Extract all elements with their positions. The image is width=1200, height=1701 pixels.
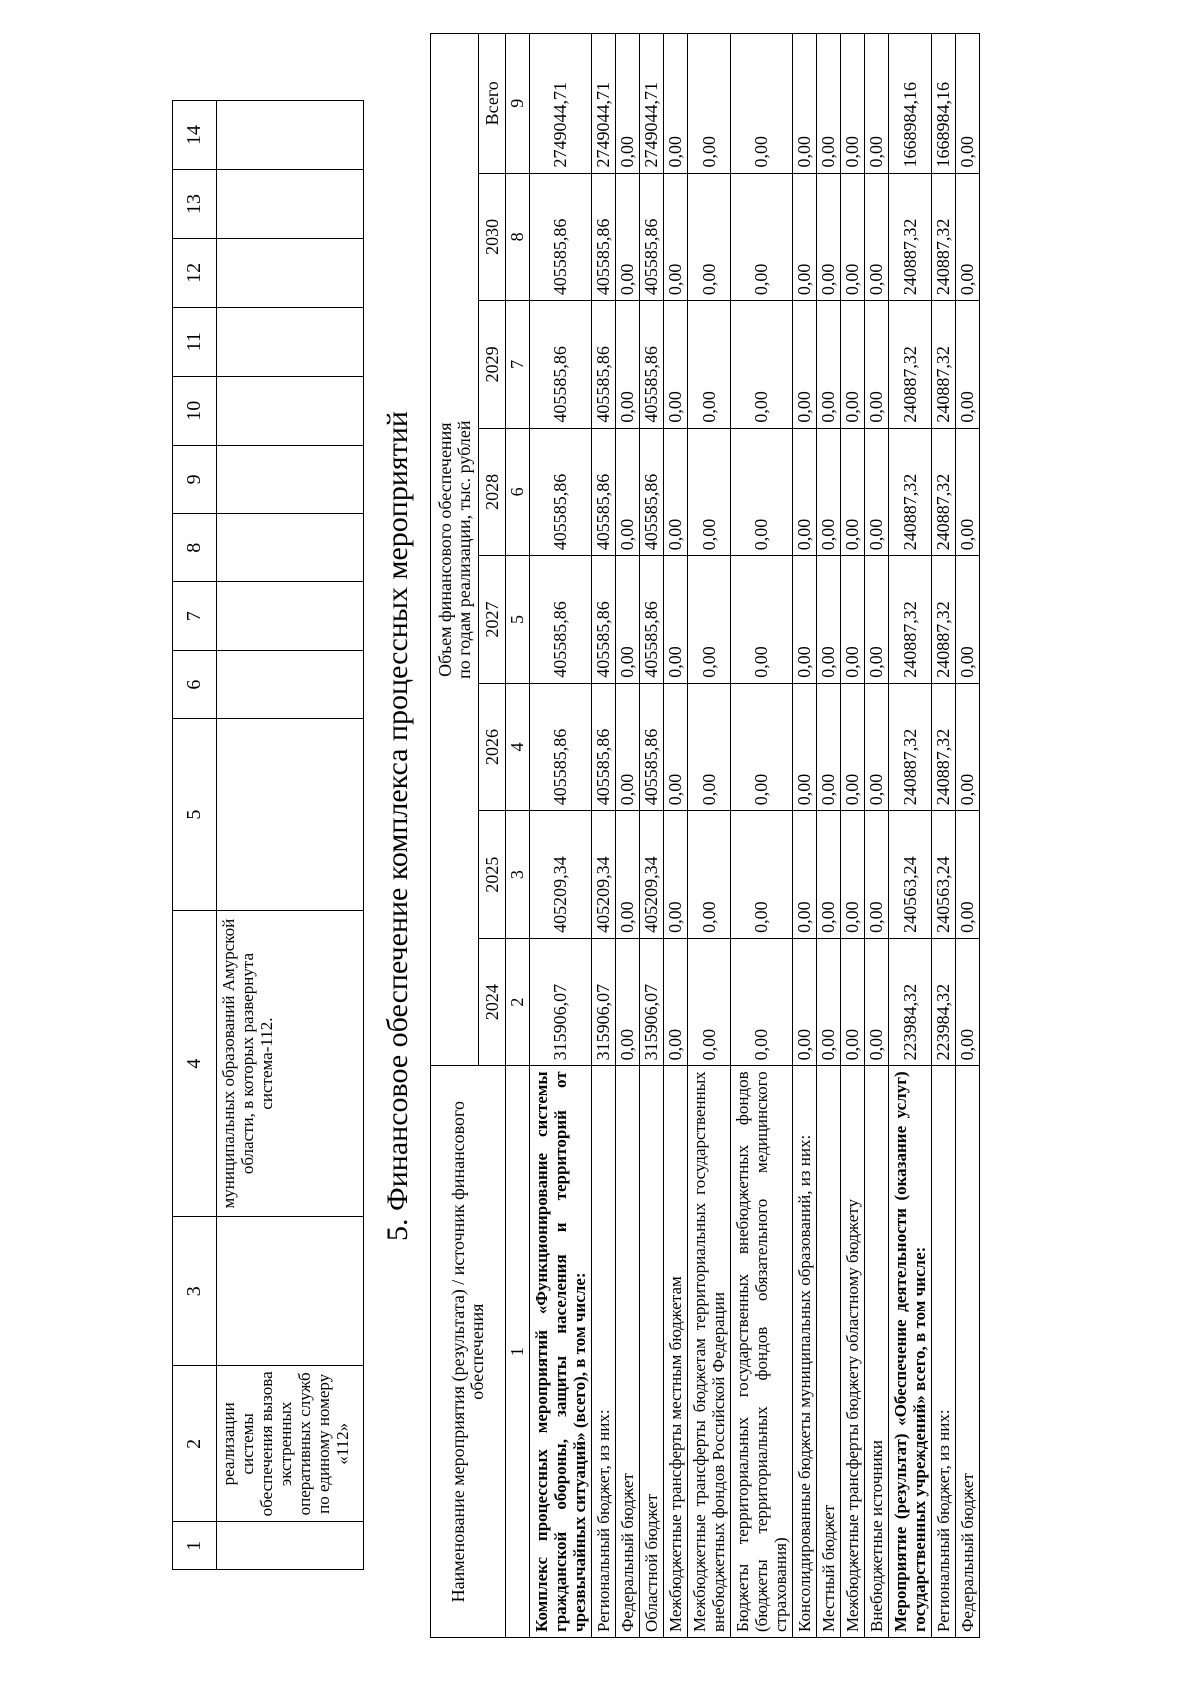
name-column-header: Наименование мероприятия (результата) / источник финансового обеспечения: [431, 1066, 506, 1638]
value-cell: 405585,86: [592, 173, 616, 301]
value-cell: 0,00: [731, 173, 793, 301]
value-cell: 1668984,16: [889, 34, 932, 174]
value-cell: 0,00: [817, 811, 841, 939]
volume-header-line: по годам реализации, тыс. рублей: [453, 420, 474, 679]
value-cell: 0,00: [956, 428, 980, 556]
value-cell: 405585,86: [592, 683, 616, 811]
value-cell: 0,00: [865, 173, 889, 301]
volume-header-line: Объем финансового обеспечения: [434, 422, 455, 677]
value-cell: 0,00: [956, 34, 980, 174]
col-number: 1: [173, 1522, 217, 1570]
finance-table: [430, 33, 980, 1638]
value-cell: 0,00: [865, 428, 889, 556]
row-name: Региональный бюджет, из них:: [592, 1066, 616, 1638]
value-cell: 405585,86: [530, 173, 592, 301]
table-cell: [217, 514, 364, 582]
col-number: 11: [173, 307, 217, 376]
col-number: 10: [173, 376, 217, 445]
value-cell: 0,00: [865, 811, 889, 939]
value-cell: 405585,86: [640, 556, 664, 684]
value-cell: 405209,34: [592, 811, 616, 939]
value-cell: 0,00: [731, 811, 793, 939]
table-row: [932, 34, 956, 1638]
value-cell: 0,00: [793, 301, 817, 429]
row-name: Федеральный бюджет: [616, 1066, 640, 1638]
col-number: 1: [506, 1066, 530, 1638]
value-cell: 0,00: [817, 683, 841, 811]
section-title: 5. Финансовое обеспечение комплекса процессных мероприятий: [381, 411, 414, 1241]
value-cell: 0,00: [793, 34, 817, 174]
table-row: [956, 34, 980, 1638]
value-cell: 2749044,71: [592, 34, 616, 174]
value-cell: 0,00: [688, 34, 731, 174]
value-cell: 2749044,71: [530, 34, 592, 174]
value-cell: 0,00: [616, 811, 640, 939]
value-cell: 0,00: [817, 428, 841, 556]
row-name: Региональный бюджет, из них:: [932, 1066, 956, 1638]
value-cell: 240887,32: [932, 556, 956, 684]
row-name: Мероприятие (результат) «Обеспечение деятельности (оказание услуг) государственных учреждений» всего, в том числе:: [889, 1066, 932, 1638]
value-cell: 0,00: [865, 301, 889, 429]
value-cell: 0,00: [841, 173, 865, 301]
value-cell: 315906,07: [640, 938, 664, 1066]
value-cell: 0,00: [817, 34, 841, 174]
value-cell: 405585,86: [530, 683, 592, 811]
value-cell: 0,00: [688, 556, 731, 684]
value-cell: 405585,86: [530, 428, 592, 556]
measures-table-continuation: [172, 100, 364, 1570]
value-cell: 240887,32: [889, 173, 932, 301]
col-number: 8: [506, 173, 530, 301]
value-cell: 240563,24: [932, 811, 956, 939]
col-number: 6: [173, 650, 217, 718]
value-cell: 0,00: [841, 938, 865, 1066]
value-cell: 0,00: [616, 428, 640, 556]
value-cell: 0,00: [731, 34, 793, 174]
year-header: Всего: [479, 34, 506, 174]
value-cell: 0,00: [616, 173, 640, 301]
value-cell: 240887,32: [889, 556, 932, 684]
row-name: Бюджеты территориальных государственных внебюджетных фондов (бюджеты территориальных фондов обязательного медицинского страхования): [731, 1066, 793, 1638]
value-cell: 0,00: [865, 556, 889, 684]
value-cell: 240887,32: [889, 428, 932, 556]
value-cell: 0,00: [956, 173, 980, 301]
col-number: 7: [506, 301, 530, 429]
row-name: Межбюджетные трансферты бюджету областному бюджету: [841, 1066, 865, 1638]
table-row: [889, 34, 932, 1638]
table-row: [640, 34, 664, 1638]
value-cell: 405209,34: [640, 811, 664, 939]
year-header: 2027: [479, 556, 506, 684]
table-row: [530, 34, 592, 1638]
value-cell: 240887,32: [889, 301, 932, 429]
value-cell: 0,00: [841, 301, 865, 429]
col-number: 4: [506, 683, 530, 811]
col-number: 5: [173, 719, 217, 911]
value-cell: 405585,86: [530, 556, 592, 684]
value-cell: 240887,32: [932, 683, 956, 811]
value-cell: 0,00: [664, 556, 688, 684]
col-number: 3: [506, 811, 530, 939]
value-cell: 0,00: [616, 556, 640, 684]
value-cell: 240887,32: [932, 301, 956, 429]
value-cell: 240887,32: [932, 173, 956, 301]
row-name: Областной бюджет: [640, 1066, 664, 1638]
value-cell: 0,00: [956, 683, 980, 811]
value-cell: 405585,86: [640, 301, 664, 429]
value-cell: 0,00: [664, 34, 688, 174]
value-cell: 0,00: [731, 301, 793, 429]
value-cell: 0,00: [817, 556, 841, 684]
table-cell: реализации системы обеспечения вызова экстренных оперативных служб по единому номеру «112»: [217, 1366, 364, 1522]
value-cell: 0,00: [664, 301, 688, 429]
row-name: Местный бюджет: [817, 1066, 841, 1638]
value-cell: 223984,32: [932, 938, 956, 1066]
value-cell: 0,00: [793, 683, 817, 811]
value-cell: 0,00: [616, 938, 640, 1066]
table-row: [664, 34, 688, 1638]
table-cell: [217, 719, 364, 911]
value-cell: 240563,24: [889, 811, 932, 939]
value-cell: 405585,86: [640, 683, 664, 811]
value-cell: 0,00: [731, 938, 793, 1066]
value-cell: 0,00: [956, 811, 980, 939]
row-name: Консолидированные бюджеты муниципальных образований, из них:: [793, 1066, 817, 1638]
value-cell: 0,00: [841, 683, 865, 811]
value-cell: 0,00: [841, 34, 865, 174]
table-cell: [217, 238, 364, 307]
value-cell: 0,00: [841, 811, 865, 939]
finance-table-body: [431, 34, 980, 1638]
col-number: 3: [173, 1217, 217, 1366]
value-cell: 0,00: [865, 34, 889, 174]
value-cell: 405585,86: [640, 173, 664, 301]
value-cell: 0,00: [817, 301, 841, 429]
col-number: 8: [173, 514, 217, 582]
value-cell: 0,00: [616, 683, 640, 811]
volume-header: [431, 34, 479, 1066]
table-row: [217, 101, 364, 1570]
table-cell: [217, 101, 364, 170]
row-name: Комплекс процессных мероприятий «Функционирование системы гражданской обороны, защиты населения и территорий от чрезвычайных ситуаций» (всего), в том числе:: [530, 1066, 592, 1638]
col-number: 12: [173, 238, 217, 307]
value-cell: 0,00: [793, 811, 817, 939]
value-cell: 0,00: [865, 938, 889, 1066]
value-cell: 240887,32: [932, 428, 956, 556]
table-cell: [217, 376, 364, 445]
table-row: [817, 34, 841, 1638]
table-row: [793, 34, 817, 1638]
value-cell: 315906,07: [592, 938, 616, 1066]
value-cell: 405585,86: [592, 556, 616, 684]
value-cell: 0,00: [841, 428, 865, 556]
col-number: 14: [173, 101, 217, 170]
value-cell: 0,00: [793, 173, 817, 301]
year-header: 2028: [479, 428, 506, 556]
value-cell: 0,00: [817, 173, 841, 301]
value-cell: 0,00: [956, 556, 980, 684]
table-row: [616, 34, 640, 1638]
table-cell: [217, 307, 364, 376]
value-cell: 0,00: [616, 34, 640, 174]
value-cell: 0,00: [616, 301, 640, 429]
table-row: [688, 34, 731, 1638]
value-cell: 405585,86: [640, 428, 664, 556]
value-cell: 0,00: [664, 811, 688, 939]
col-number: 2: [506, 938, 530, 1066]
value-cell: 405585,86: [592, 428, 616, 556]
value-cell: 0,00: [731, 683, 793, 811]
col-number: 6: [506, 428, 530, 556]
col-number: 4: [173, 910, 217, 1216]
table-cell: [217, 1522, 364, 1570]
year-header: 2029: [479, 301, 506, 429]
col-number: 9: [506, 34, 530, 174]
value-cell: 0,00: [664, 173, 688, 301]
row-name: Межбюджетные трансферты бюджетам территориальных государственных внебюджетных фондов Российской Федерации: [688, 1066, 731, 1638]
column-number-row: [173, 101, 217, 1570]
value-cell: 0,00: [688, 938, 731, 1066]
table-cell: [217, 582, 364, 650]
table-cell: [217, 650, 364, 718]
value-cell: 0,00: [956, 301, 980, 429]
row-name: Межбюджетные трансферты местным бюджетам: [664, 1066, 688, 1638]
column-number-row: [506, 34, 530, 1638]
value-cell: 315906,07: [530, 938, 592, 1066]
value-cell: 0,00: [841, 556, 865, 684]
value-cell: 0,00: [865, 683, 889, 811]
row-name: Внебюджетные источники: [865, 1066, 889, 1638]
value-cell: 0,00: [688, 428, 731, 556]
col-number: 7: [173, 582, 217, 650]
table-cell: [217, 445, 364, 513]
year-header: 2024: [479, 938, 506, 1066]
table-cell: [217, 1217, 364, 1366]
value-cell: 0,00: [688, 173, 731, 301]
table-row: [841, 34, 865, 1638]
table-cell: [217, 170, 364, 239]
col-number: 5: [506, 556, 530, 684]
value-cell: 0,00: [817, 938, 841, 1066]
finance-header-row: [431, 34, 479, 1638]
value-cell: 0,00: [793, 938, 817, 1066]
value-cell: 0,00: [793, 556, 817, 684]
col-number: 2: [173, 1366, 217, 1522]
value-cell: 0,00: [731, 556, 793, 684]
value-cell: 223984,32: [889, 938, 932, 1066]
value-cell: 1668984,16: [932, 34, 956, 174]
value-cell: 0,00: [793, 428, 817, 556]
value-cell: 0,00: [688, 301, 731, 429]
year-header: 2025: [479, 811, 506, 939]
value-cell: 0,00: [664, 428, 688, 556]
year-header: 2030: [479, 173, 506, 301]
table-row: [592, 34, 616, 1638]
row-name: Федеральный бюджет: [956, 1066, 980, 1638]
value-cell: 0,00: [664, 938, 688, 1066]
year-header: 2026: [479, 683, 506, 811]
table-row: [865, 34, 889, 1638]
value-cell: 0,00: [688, 683, 731, 811]
value-cell: 405209,34: [530, 811, 592, 939]
value-cell: 240887,32: [889, 683, 932, 811]
value-cell: 405585,86: [592, 301, 616, 429]
value-cell: 0,00: [664, 683, 688, 811]
col-number: 9: [173, 445, 217, 513]
table-row: [731, 34, 793, 1638]
value-cell: 0,00: [956, 938, 980, 1066]
value-cell: 0,00: [731, 428, 793, 556]
value-cell: 0,00: [688, 811, 731, 939]
value-cell: 2749044,71: [640, 34, 664, 174]
col-number: 13: [173, 170, 217, 239]
value-cell: 405585,86: [530, 301, 592, 429]
table-cell: муниципальных образований Амурской области, в которых развернута система-112.: [217, 910, 364, 1216]
